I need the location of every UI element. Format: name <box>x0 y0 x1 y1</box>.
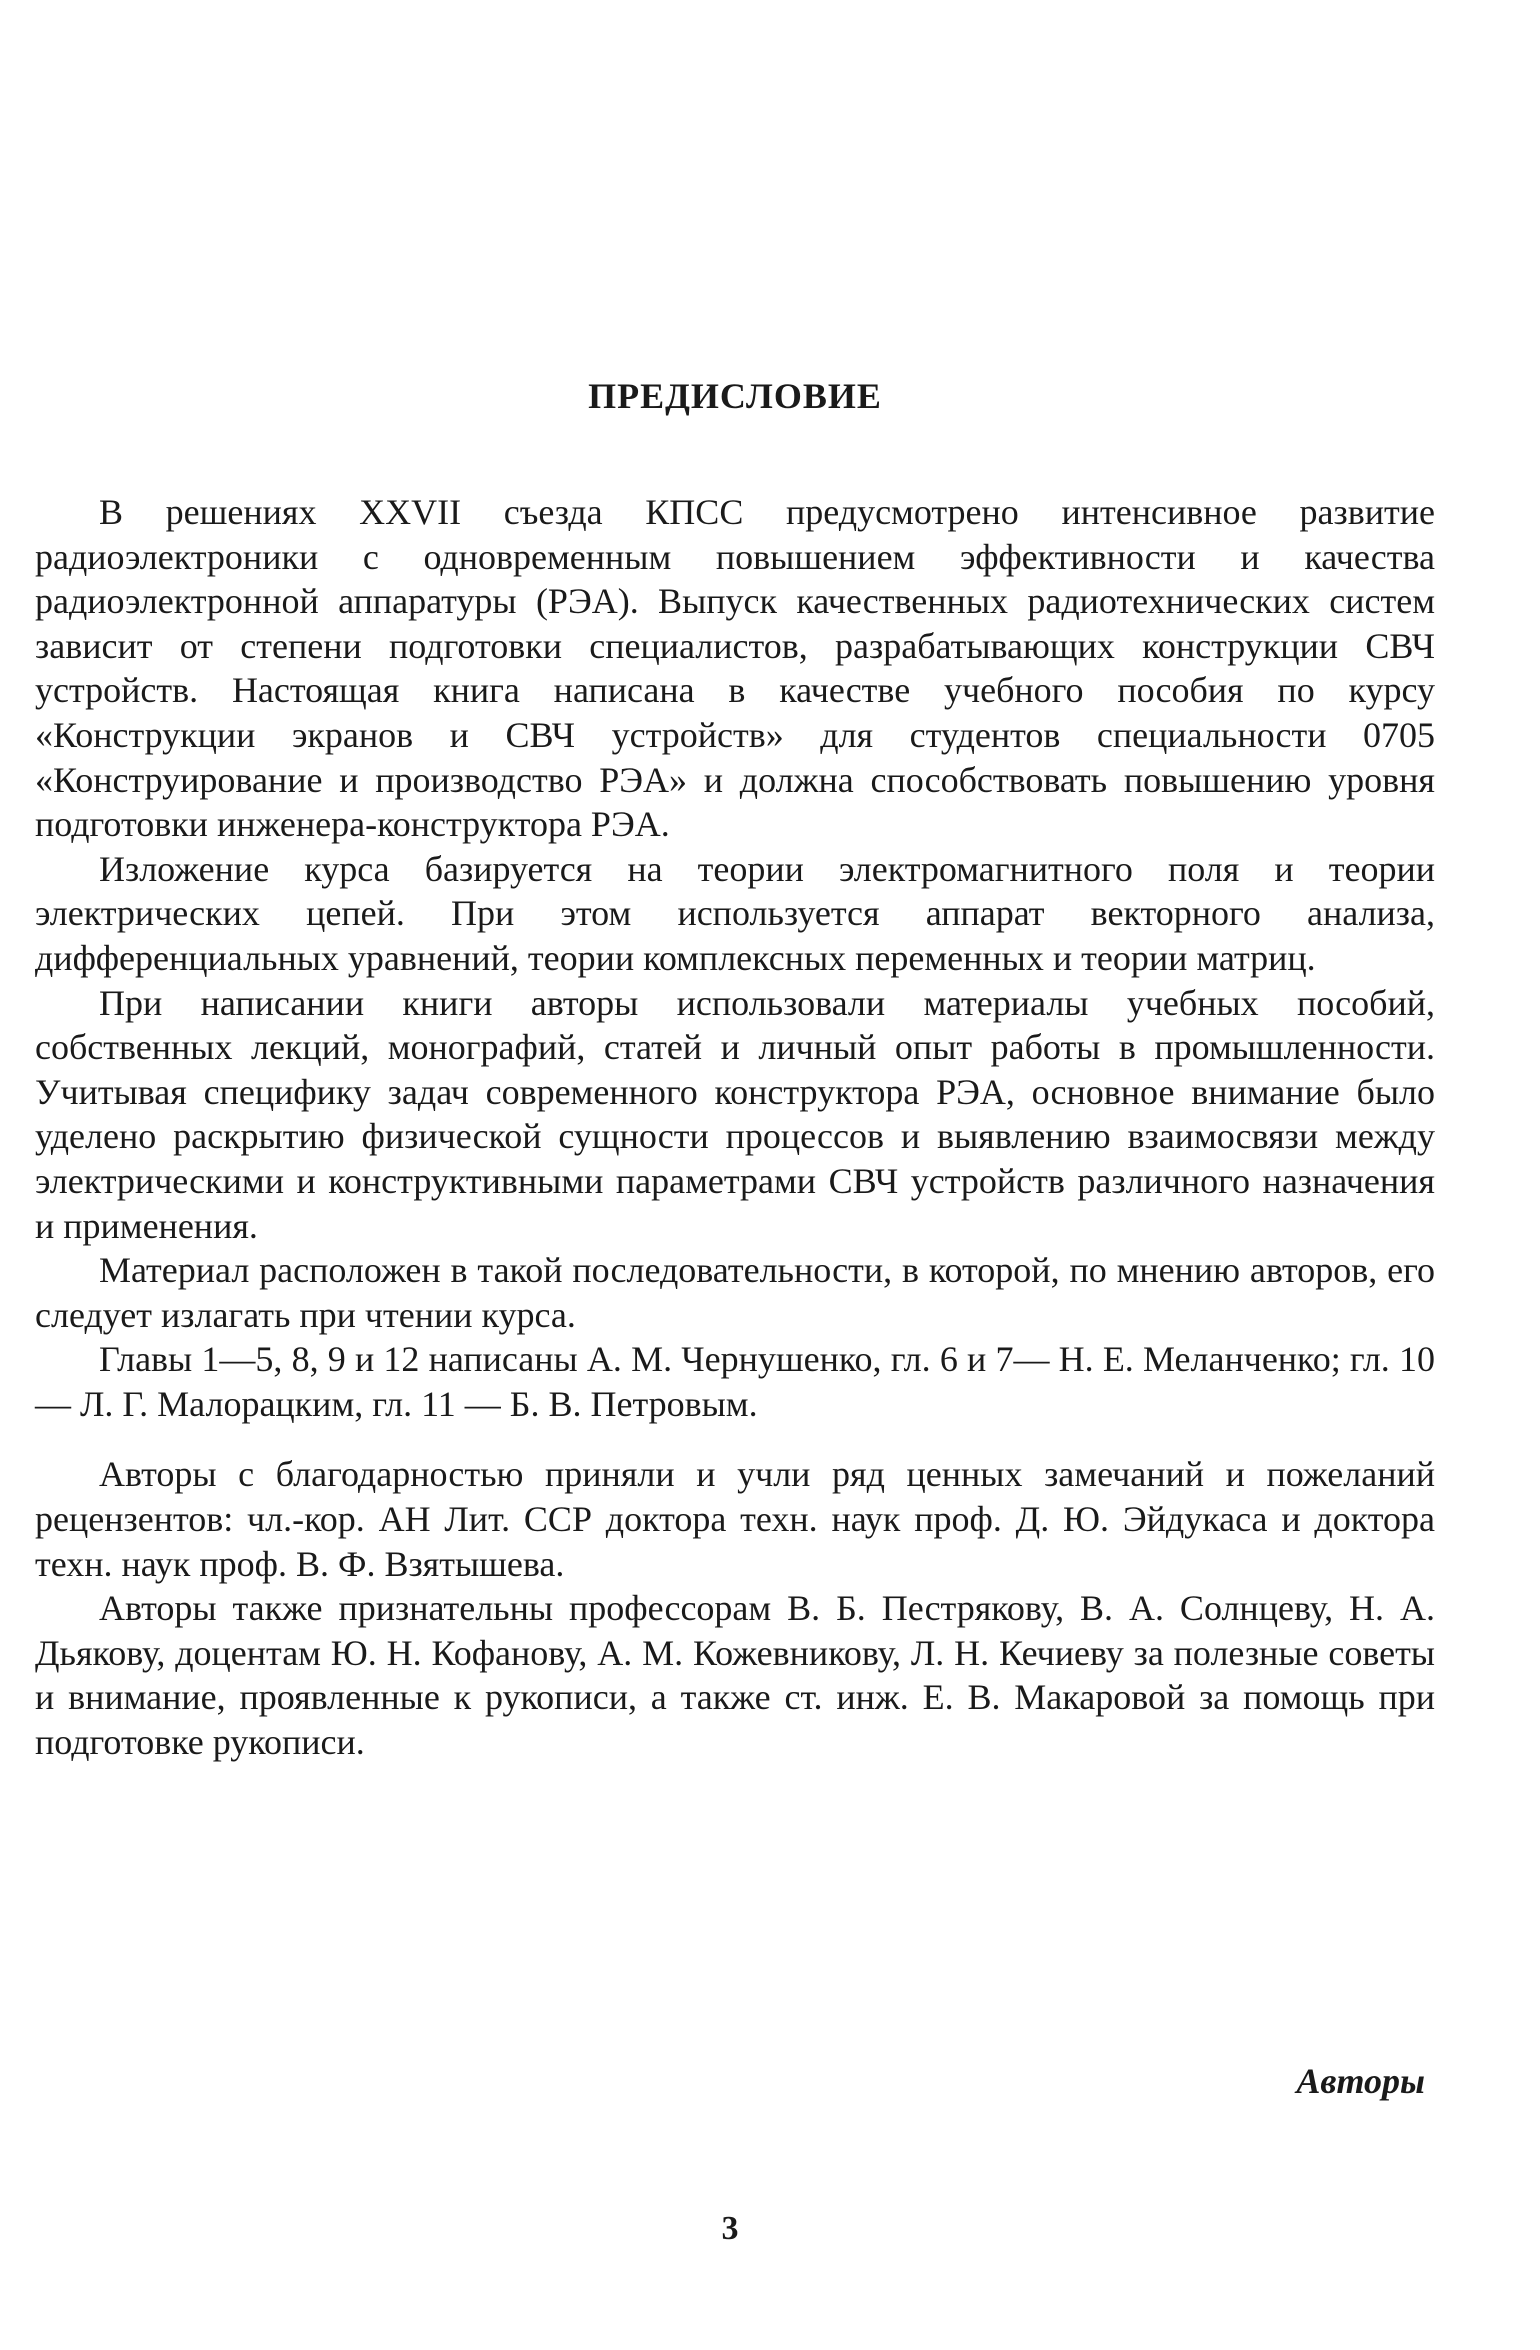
paragraph-sources: При написании книги авторы использовали материалы учебных пособий, собственных лекций, монографий, статей и личный опыт работы в промышленности. Учитывая специфику задач современного конструктора РЭА, основное внимание было уделено раскрытию физической сущности процессов и выявлению взаимосвязи между электрическими и конструктивными параметрами СВЧ устройств различного назначения и применения. <box>35 982 1435 1246</box>
paragraph-acknowledgements: Авторы также признательны профессорам В. Б. Пестрякову, В. А. Солнцеву, Н. А. Дьякову, доцентам Ю. Н. Кофанову, А. М. Кожевникову, Л. Н. Кечиеву за полезные советы и внимание, проявленные к рукописи, а также ст. инж. Е. В. Макаровой за помощь при подготовке рукописи. <box>35 1588 1435 1763</box>
page-number: 3 <box>721 2210 739 2247</box>
paragraph-reviewers: Авторы с благодарностью приняли и учли ряд ценных замечаний и пожеланий рецензентов: чл.-кор. АН Лит. ССР доктора техн. наук проф. Д. Ю. Эйдукаса и доктора техн. наук проф. В. Ф. Взятышева. <box>35 1454 1435 1584</box>
paragraph-intro: В решениях XXVII съезда КПСС предусмотрено интенсивное развитие радиоэлектроники с одновременным повышением эффективности и качества радиоэлектронной аппаратуры (РЭА). Выпуск качественных радиотехнических систем зависит от степени подготовки специалистов, разрабатывающих конструкции СВЧ устройств. Настоящая книга написана в качестве учебного пособия по курсу «Конструкции экранов и СВЧ устройств» для студентов специальности 0705 «Конструирование и производство РЭА» и должна способствовать повышению уровня подготовки инженера-конструктора РЭА. <box>35 492 1435 845</box>
preface-body <box>35 490 1435 1765</box>
paragraph-course-basis: Изложение курса базируется на теории электромагнитного поля и теории электрических цепей. При этом используется аппарат векторного анализа, дифференциальных уравнений, теории комплексных переменных и теории матриц. <box>35 848 1435 978</box>
page-title: ПРЕДИСЛОВИЕ <box>588 376 882 416</box>
paragraph-authorship: Главы 1—5, 8, 9 и 12 написаны А. М. Чернушенко, гл. 6 и 7— Н. Е. Меланченко; гл. 10 — Л. Г. Малорацким, гл. 11 — Б. В. Петровым. <box>35 1339 1435 1424</box>
signature: Авторы <box>1296 2061 1425 2101</box>
paragraph-sequence: Материал расположен в такой последовательности, в которой, по мнению авторов, его следует излагать при чтении курса. <box>35 1250 1435 1335</box>
